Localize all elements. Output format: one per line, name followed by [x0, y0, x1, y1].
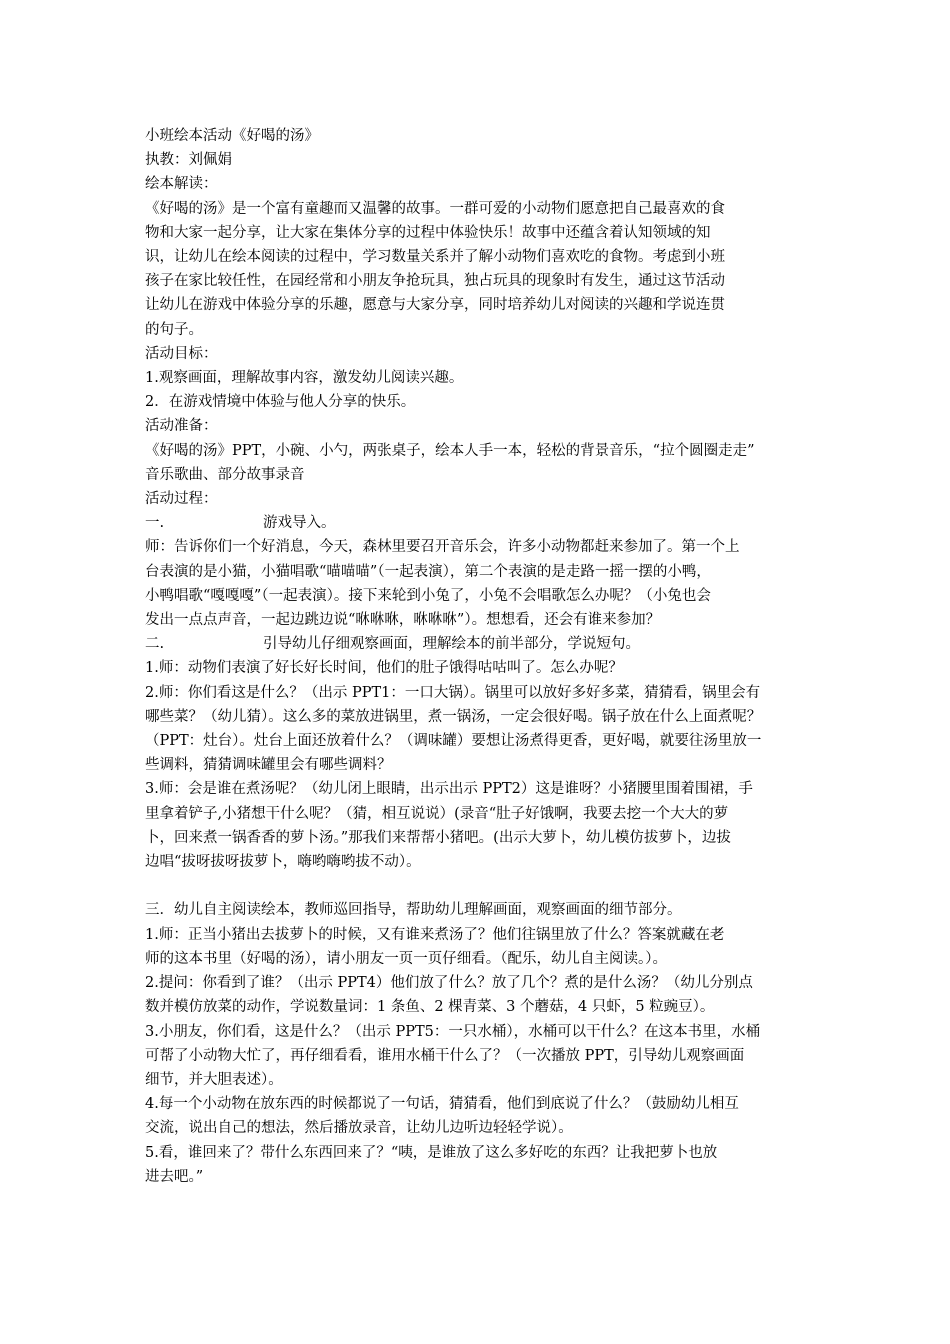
section-title: 游戏导入。: [263, 515, 336, 532]
section-heading: [145, 632, 813, 656]
text-line: 细节，并大胆表述）。: [145, 1071, 283, 1088]
text-line: 1.师：动物们表演了好长好长时间，他们的肚子饿得咕咕叫了。怎么办呢？: [145, 660, 623, 677]
section-number: 一.: [145, 515, 165, 532]
text-line: 卜，回来煮一锅香香的萝卜汤。”那我们来帮帮小猪吧。(出示大萝卜，幼儿模仿拔萝卜，边拔: [145, 829, 731, 846]
text-line: 交流，说出自己的想法，然后播放录音，让幼儿边听边轻轻学说）。: [145, 1120, 573, 1137]
text-line: 识，让幼儿在绘本阅读的过程中，学习数量关系并了解小动物们喜欢吃的食物。考虑到小班: [145, 249, 725, 266]
text-line: 些调料，猜猜调味罐里会有哪些调料？: [145, 757, 392, 774]
document-page: [145, 124, 813, 1189]
section-number: 二.: [145, 636, 165, 653]
text-line: 的句子。: [145, 321, 203, 338]
process-heading: 活动过程：: [145, 491, 218, 508]
text-line: 3.小朋友，你们看，这是什么？（出示 PPT5：一只水桶），水桶可以干什么？在这本书里，水桶: [145, 1023, 761, 1040]
text-line: （PPT：灶台）。灶台上面还放着什么？（调味罐）要想让汤煮得更香，更好喝，就要往汤里放一: [145, 733, 762, 750]
text-line: 进去吧。”: [145, 1168, 204, 1185]
blank-line: [145, 874, 813, 898]
prep-heading: 活动准备：: [145, 418, 218, 435]
text-line: 1.师：正当小猪出去拔萝卜的时候，又有谁来煮汤了？他们往锅里放了什么？答案就藏在老: [145, 926, 725, 943]
text-line: 里拿着铲子,小猪想干什么呢？（猜，相互说说）(录音“肚子好饿啊，我要去挖一个大大的萝: [145, 805, 729, 822]
teacher-line: 执教：刘佩娟: [145, 152, 232, 169]
text-line: 小鸭唱歌“嘎嘎嘎”（一起表演）。接下来轮到小兔了，小兔不会唱歌怎么办呢？（小兔也会: [145, 587, 711, 604]
text-line: 让幼儿在游戏中体验分享的乐趣，愿意与大家分享，同时培养幼儿对阅读的兴趣和学说连贯: [145, 297, 725, 314]
text-line: 师的这本书里（好喝的汤），请小朋友一页一页仔细看。（配乐，幼儿自主阅读。）。: [145, 950, 667, 967]
section-heading: [145, 511, 813, 535]
reading-paragraph: [145, 197, 813, 342]
reading-heading: 绘本解读：: [145, 176, 218, 193]
text-line: 边唱“拔呀拔呀拔萝卜，嗨哟嗨哟拔不动）。: [145, 854, 421, 871]
text-line: 哪些菜？（幼儿猜）。这么多的菜放进锅里，煮一锅汤，一定会很好喝。锅子放在什么上面煮呢？: [145, 708, 762, 725]
section-title: 引导幼儿仔细观察画面，理解绘本的前半部分，学说短句。: [263, 636, 640, 653]
text-line: 可帮了小动物大忙了，再仔细看看，谁用水桶干什么了？（一次播放 PPT，引导幼儿观察画面: [145, 1047, 745, 1064]
text-line: 2.师：你们看这是什么？（出示 PPT1：一口大锅）。锅里可以放好多好多菜，猜猜看，锅里会有: [145, 684, 761, 701]
text-line: 音乐歌曲、部分故事录音: [145, 466, 305, 483]
text-line: 4.每一个小动物在放东西的时候都说了一句话，猜猜看，他们到底说了什么？（鼓励幼儿相互: [145, 1096, 739, 1113]
text-line: 孩子在家比较任性，在园经常和小朋友争抢玩具，独占玩具的现象时有发生，通过这节活动: [145, 273, 725, 290]
text-line: 《好喝的汤》PPT，小碗、小勺，两张桌子，绘本人手一本，轻松的背景音乐，“拉个圆圈走走”: [145, 442, 755, 459]
document-title: 小班绘本活动《好喝的汤》: [145, 128, 319, 144]
goal-item: 2．在游戏情境中体验与他人分享的快乐。: [145, 394, 416, 411]
text-line: 2.提问：你看到了谁？（出示 PPT4）他们放了什么？放了几个？煮的是什么汤？（幼儿分别点: [145, 975, 753, 992]
text-line: 数并模仿放菜的动作，学说数量词：1 条鱼、2 棵青菜、3 个蘑菇，4 只虾，5 粒豌豆）。: [145, 999, 715, 1016]
text-line: 5.看，谁回来了？带什么东西回来了？“咦，是谁放了这么多好吃的东西？让我把萝卜也放: [145, 1144, 718, 1161]
goals-heading: 活动目标：: [145, 345, 218, 362]
text-line: 发出一点点声音，一起边跳边说“咻咻咻，咻咻咻”）。想想看，还会有谁来参加？: [145, 612, 661, 629]
section-heading: 三．幼儿自主阅读绘本，教师巡回指导，帮助幼儿理解画面，观察画面的细节部分。: [145, 902, 682, 919]
text-line: 台表演的是小猫，小猫唱歌“喵喵喵”（一起表演），第二个表演的是走路一摇一摆的小鸭，: [145, 563, 711, 580]
text-line: 《好喝的汤》是一个富有童趣而又温馨的故事。一群可爱的小动物们愿意把自己最喜欢的食: [145, 200, 725, 217]
text-line: 物和大家一起分享，让大家在集体分享的过程中体验快乐！故事中还蕴含着认知领域的知: [145, 224, 711, 241]
goal-item: 1.观察画面，理解故事内容，激发幼儿阅读兴趣。: [145, 370, 464, 387]
text-line: 师：告诉你们一个好消息，今天，森林里要召开音乐会，许多小动物都赶来参加了。第一个上: [145, 539, 740, 556]
text-line: 3.师：会是谁在煮汤呢？（幼儿闭上眼睛，出示出示 PPT2）这是谁呀？小猪腰里围着围裙，手: [145, 781, 753, 798]
